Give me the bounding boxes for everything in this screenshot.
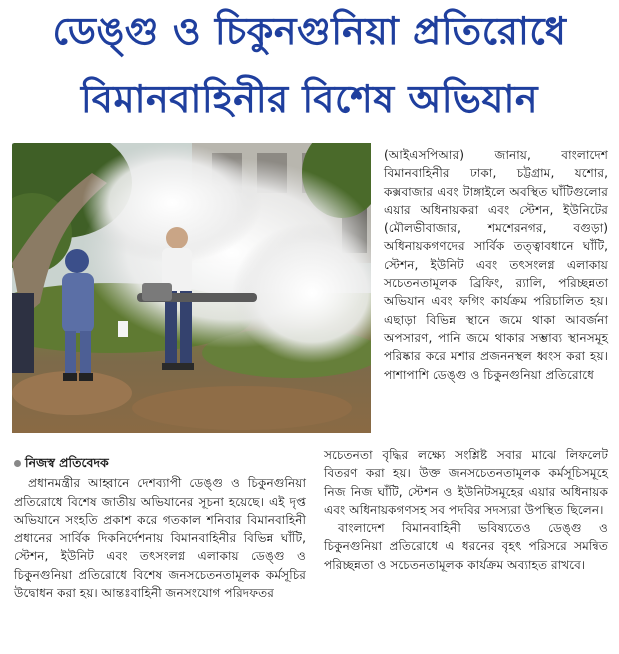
news-photo xyxy=(12,143,371,433)
paragraph-left: প্রধানমন্ত্রীর আহ্বানে দেশব্যাপী ডেঙ্গু ও চিকুনগুনিয়া প্রতিরোধে বিশেষ জাতীয় অভিযানের সূচনা হয়েছে। এই দৃপ্ত অভিযানে সংহতি প্রকাশ করে গতকাল শনিবার বিমানবাহিনী প্রধানের সার্বিক দিকনির্দেশনায় বিমানবাহিনীর বিভিন্ন ঘাঁটি, স্টেশন, ইউনিট এবং তৎসংলগ্ন এলাকায় ডেঙ্গু ও চিকুনগুনিয়া প্রতিরোধে বিশেষ জনসচেতনতামূলক কর্মসূচির উদ্বোধন করা হয়। আন্তঃবাহিনী জনসংযোগ পরিদফতর xyxy=(14,476,306,601)
column-right-bottom xyxy=(324,446,608,574)
byline xyxy=(14,454,306,472)
paragraph-right-bottom-1: সচেতনতা বৃদ্ধির লক্ষ্যে সংশ্লিষ্ট সবার মাঝে লিফলেট বিতরণ করা হয়। উক্ত জনসচেতনতামূলক কর্মসূচিসমূহে নিজ নিজ ঘাঁটি, স্টেশন ও ইউনিটসমূহের এয়ার অধিনায়ক এবং অধিনায়কগণসহ সব পদবির সদস্যরা উপস্থিত ছিলেন। xyxy=(324,448,608,517)
bullet-icon xyxy=(14,460,21,467)
paragraph-right-top: (আইএসপিআর) জানায়, বাংলাদেশ বিমানবাহিনীর ঢাকা, চট্টগ্রাম, যশোর, কক্সবাজার এবং টাঙ্গাইলে অবস্থিত ঘাঁটিগুলোর এয়ার অধিনায়করা এবং স্টেশন, ইউনিটের (মৌলভীবাজার, শমশেরনগর, বগুড়া) অধিনায়কগণদের সার্বিক তত্ত্বাবধানে ঘাঁটি, স্টেশন, ইউনিট এবং তৎসংলগ্ন এলাকায় সচেতনতামূলক ব্রিফিং, র‍্যালি, পরিচ্ছন্নতা অভিযান এবং ফগিং কার্যক্রম পরিচালিত হয়। এছাড়া বিভিন্ন স্থানে জমে থাকা আবর্জনা অপসারণ, পানি জমে থাকার সম্ভাব্য স্থানসমূহ পরিষ্কার করে মশার প্রজননস্থল ধ্বংস করা হয়। পাশাপাশি ডেঙ্গু ও চিকুনগুনিয়া প্রতিরোধে xyxy=(384,148,608,382)
headline-line-1: ডেঙ্গু ও চিকুনগুনিয়া প্রতিরোধে xyxy=(52,9,567,53)
column-right-top xyxy=(384,146,608,384)
byline-text: নিজস্ব প্রতিবেদক xyxy=(25,455,109,470)
column-left xyxy=(14,454,306,602)
headline-line-2: বিমানবাহিনীর বিশেষ অভিযান xyxy=(80,77,539,121)
paragraph-right-bottom-2: বাংলাদেশ বিমানবাহিনী ভবিষ্যতেও ডেঙ্গু ও চিকুনগুনিয়া প্রতিরোধে এ ধরনের বৃহৎ পরিসরে সমন্বিত পরিচ্ছন্নতা ও সচেতনতামূলক কার্যক্রম অব্যাহত রাখবে। xyxy=(324,521,608,572)
